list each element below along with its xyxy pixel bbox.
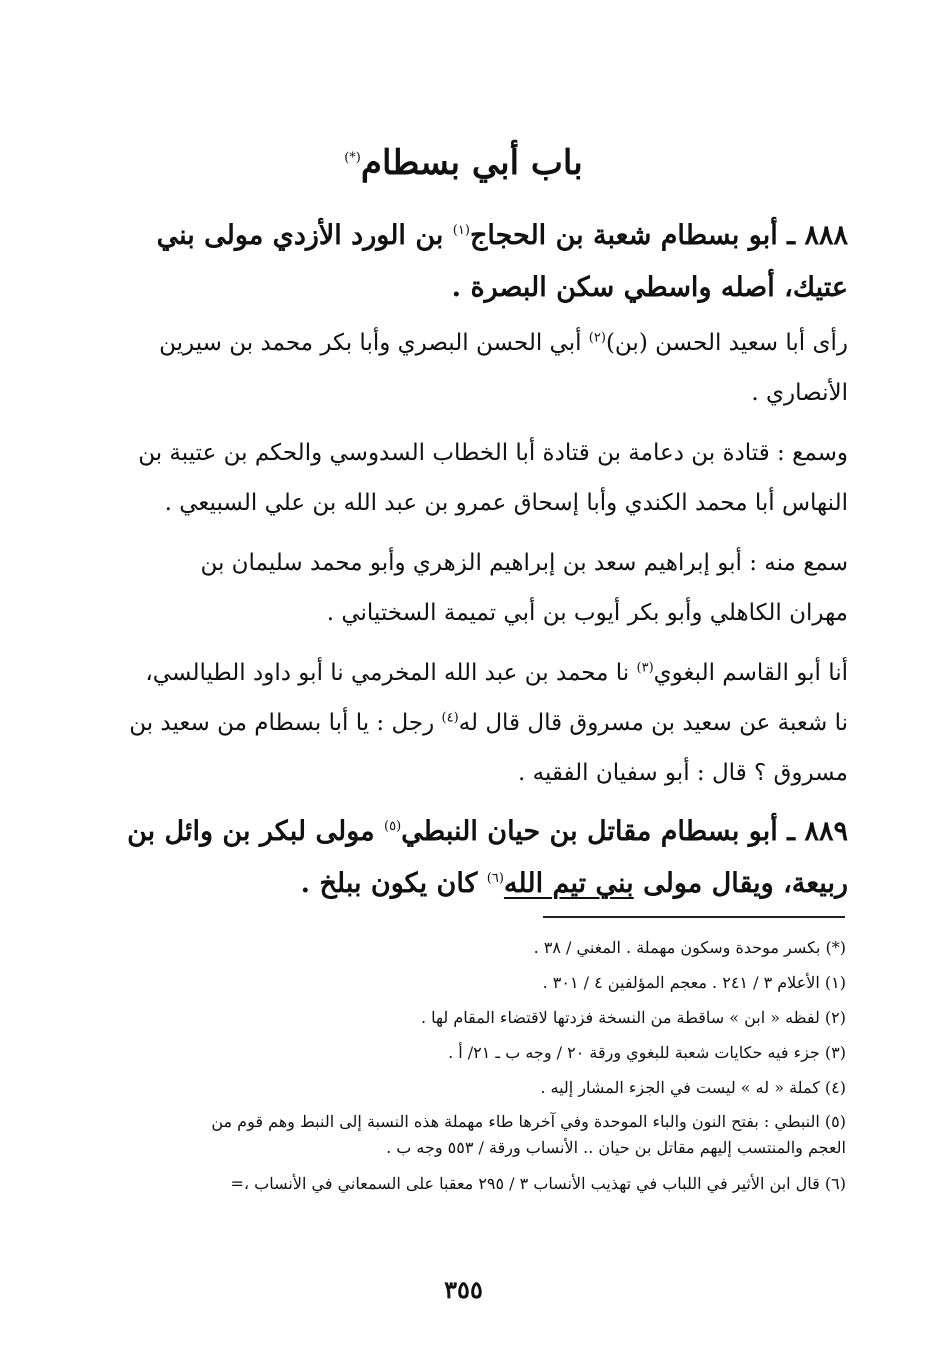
entry-889-line-1: ٨٨٩ ـ أبو بسطام مقاتل بن حيان النبطي$^{(٥)}$ مولى لبكر بن وائل بن: [127, 816, 848, 847]
footnote-6: (٦) قال ابن الأثير في اللباب في تهذيب الأنساب ٣ / ٢٩٥ معقبا على السمعاني في الأنساب ،=: [230, 1174, 846, 1193]
footnote-5-line-2: العجم والمنتسب إليهم مقاتل بن حيان .. الأنساب ورقة / ٥٥٣ وجه ب .: [386, 1138, 846, 1157]
title-note-marker: (*): [344, 150, 361, 166]
entry-888-line-2: عتيك، أصله واسطي سكن البصرة .: [451, 272, 848, 303]
footnote-ref-1: (١): [452, 223, 470, 238]
footnote-3: (٣) جزء فيه حكايات شعبة للبغوي ورقة ٢٠ / وجه ب ـ ٢١/ أ .: [448, 1043, 846, 1062]
paragraph-heard-from-line-2: مهران الكاهلي وأبو بكر أيوب بن أبي تميمة السختياني .: [326, 600, 848, 626]
paragraph-heard-line-2: النهاس أبا محمد الكندي وأبا إسحاق عمرو بن عبد الله بن علي السبيعي .: [164, 490, 848, 516]
entry-889-line-2: ربيعة، ويقال مولى بني تيم الله$^{(٦)}$ كان يكون ببلخ .: [300, 868, 848, 899]
paragraph-heard-from-line-1: سمع منه : أبو إبراهيم سعد بن إبراهيم الزهري وأبو محمد سليمان بن: [200, 550, 848, 576]
entry-888-heading: [108, 210, 848, 314]
paragraph-teachers: [108, 318, 848, 418]
footnote-4: (٤) كملة « له » ليست في الجزء المشار إليه .: [540, 1078, 846, 1097]
footnote-5: [98, 1105, 846, 1166]
footnote-divider: [543, 916, 845, 918]
footnote-ref-2: (٢): [588, 330, 606, 346]
entry-888-line-1: ٨٨٨ ـ أبو بسطام شعبة بن الحجاج$^{(١)}$ بن الورد الأزدي مولى بني: [156, 220, 848, 251]
footnote-5-line-1: (٥) النبطي : بفتح النون والباء الموحدة وفي آخرها طاء مهملة هذه النسبة إلى النبط وهم قوم من: [211, 1112, 846, 1131]
entry-889-heading: [108, 806, 848, 910]
paragraph-teachers-line-1: رأى أبا سعيد الحسن (بن)$^{(٢)}$ أبي الحسن البصري وأبا بكر محمد بن سيرين: [159, 330, 848, 356]
page-number: ٣٥٥: [444, 1275, 483, 1304]
paragraph-narration-line-1: أنا أبو القاسم البغوي$^{(٣)}$ نا محمد بن عبد الله المخرمي نا أبو داود الطيالسي،: [145, 660, 848, 686]
footnote-ref-3: (٣): [636, 660, 654, 676]
paragraph-teachers-line-2: الأنصاري .: [751, 380, 848, 406]
paragraph-heard: [108, 428, 848, 528]
footnote-ref-6: (٦): [486, 871, 504, 886]
page-title: [0, 138, 927, 188]
footnotes: [98, 930, 846, 1201]
paragraph-narration-line-3: مسروق ؟ قال : أبو سفيان الفقيه .: [518, 760, 848, 786]
title-text: باب أبي بسطام: [360, 143, 583, 183]
footnote-star: (*) بكسر موحدة وسكون مهملة . المغني / ٣٨ .: [533, 938, 846, 957]
paragraph-narration: [108, 648, 848, 798]
footnote-ref-4: (٤): [441, 710, 459, 726]
footnote-1: (١) الأعلام ٣ / ٢٤١ . معجم المؤلفين ٤ / ٣٠١ .: [542, 973, 846, 992]
paragraph-heard-from: [108, 538, 848, 638]
underlined-phrase: بني تيم الله: [503, 868, 634, 899]
footnote-2: (٢) لفظه « ابن » ساقطة من النسخة فزدتها لاقتضاء المقام لها .: [421, 1008, 846, 1027]
footnote-ref-5: (٥): [384, 819, 402, 834]
paragraph-heard-line-1: وسمع : قتادة بن دعامة بن قتادة أبا الخطاب السدوسي والحكم بن عتيبة بن: [138, 440, 848, 466]
paragraph-narration-line-2: نا شعبة عن سعيد بن مسروق قال قال له$^{(٤)}$ رجل : يا أبا بسطام من سعيد بن: [129, 710, 848, 736]
